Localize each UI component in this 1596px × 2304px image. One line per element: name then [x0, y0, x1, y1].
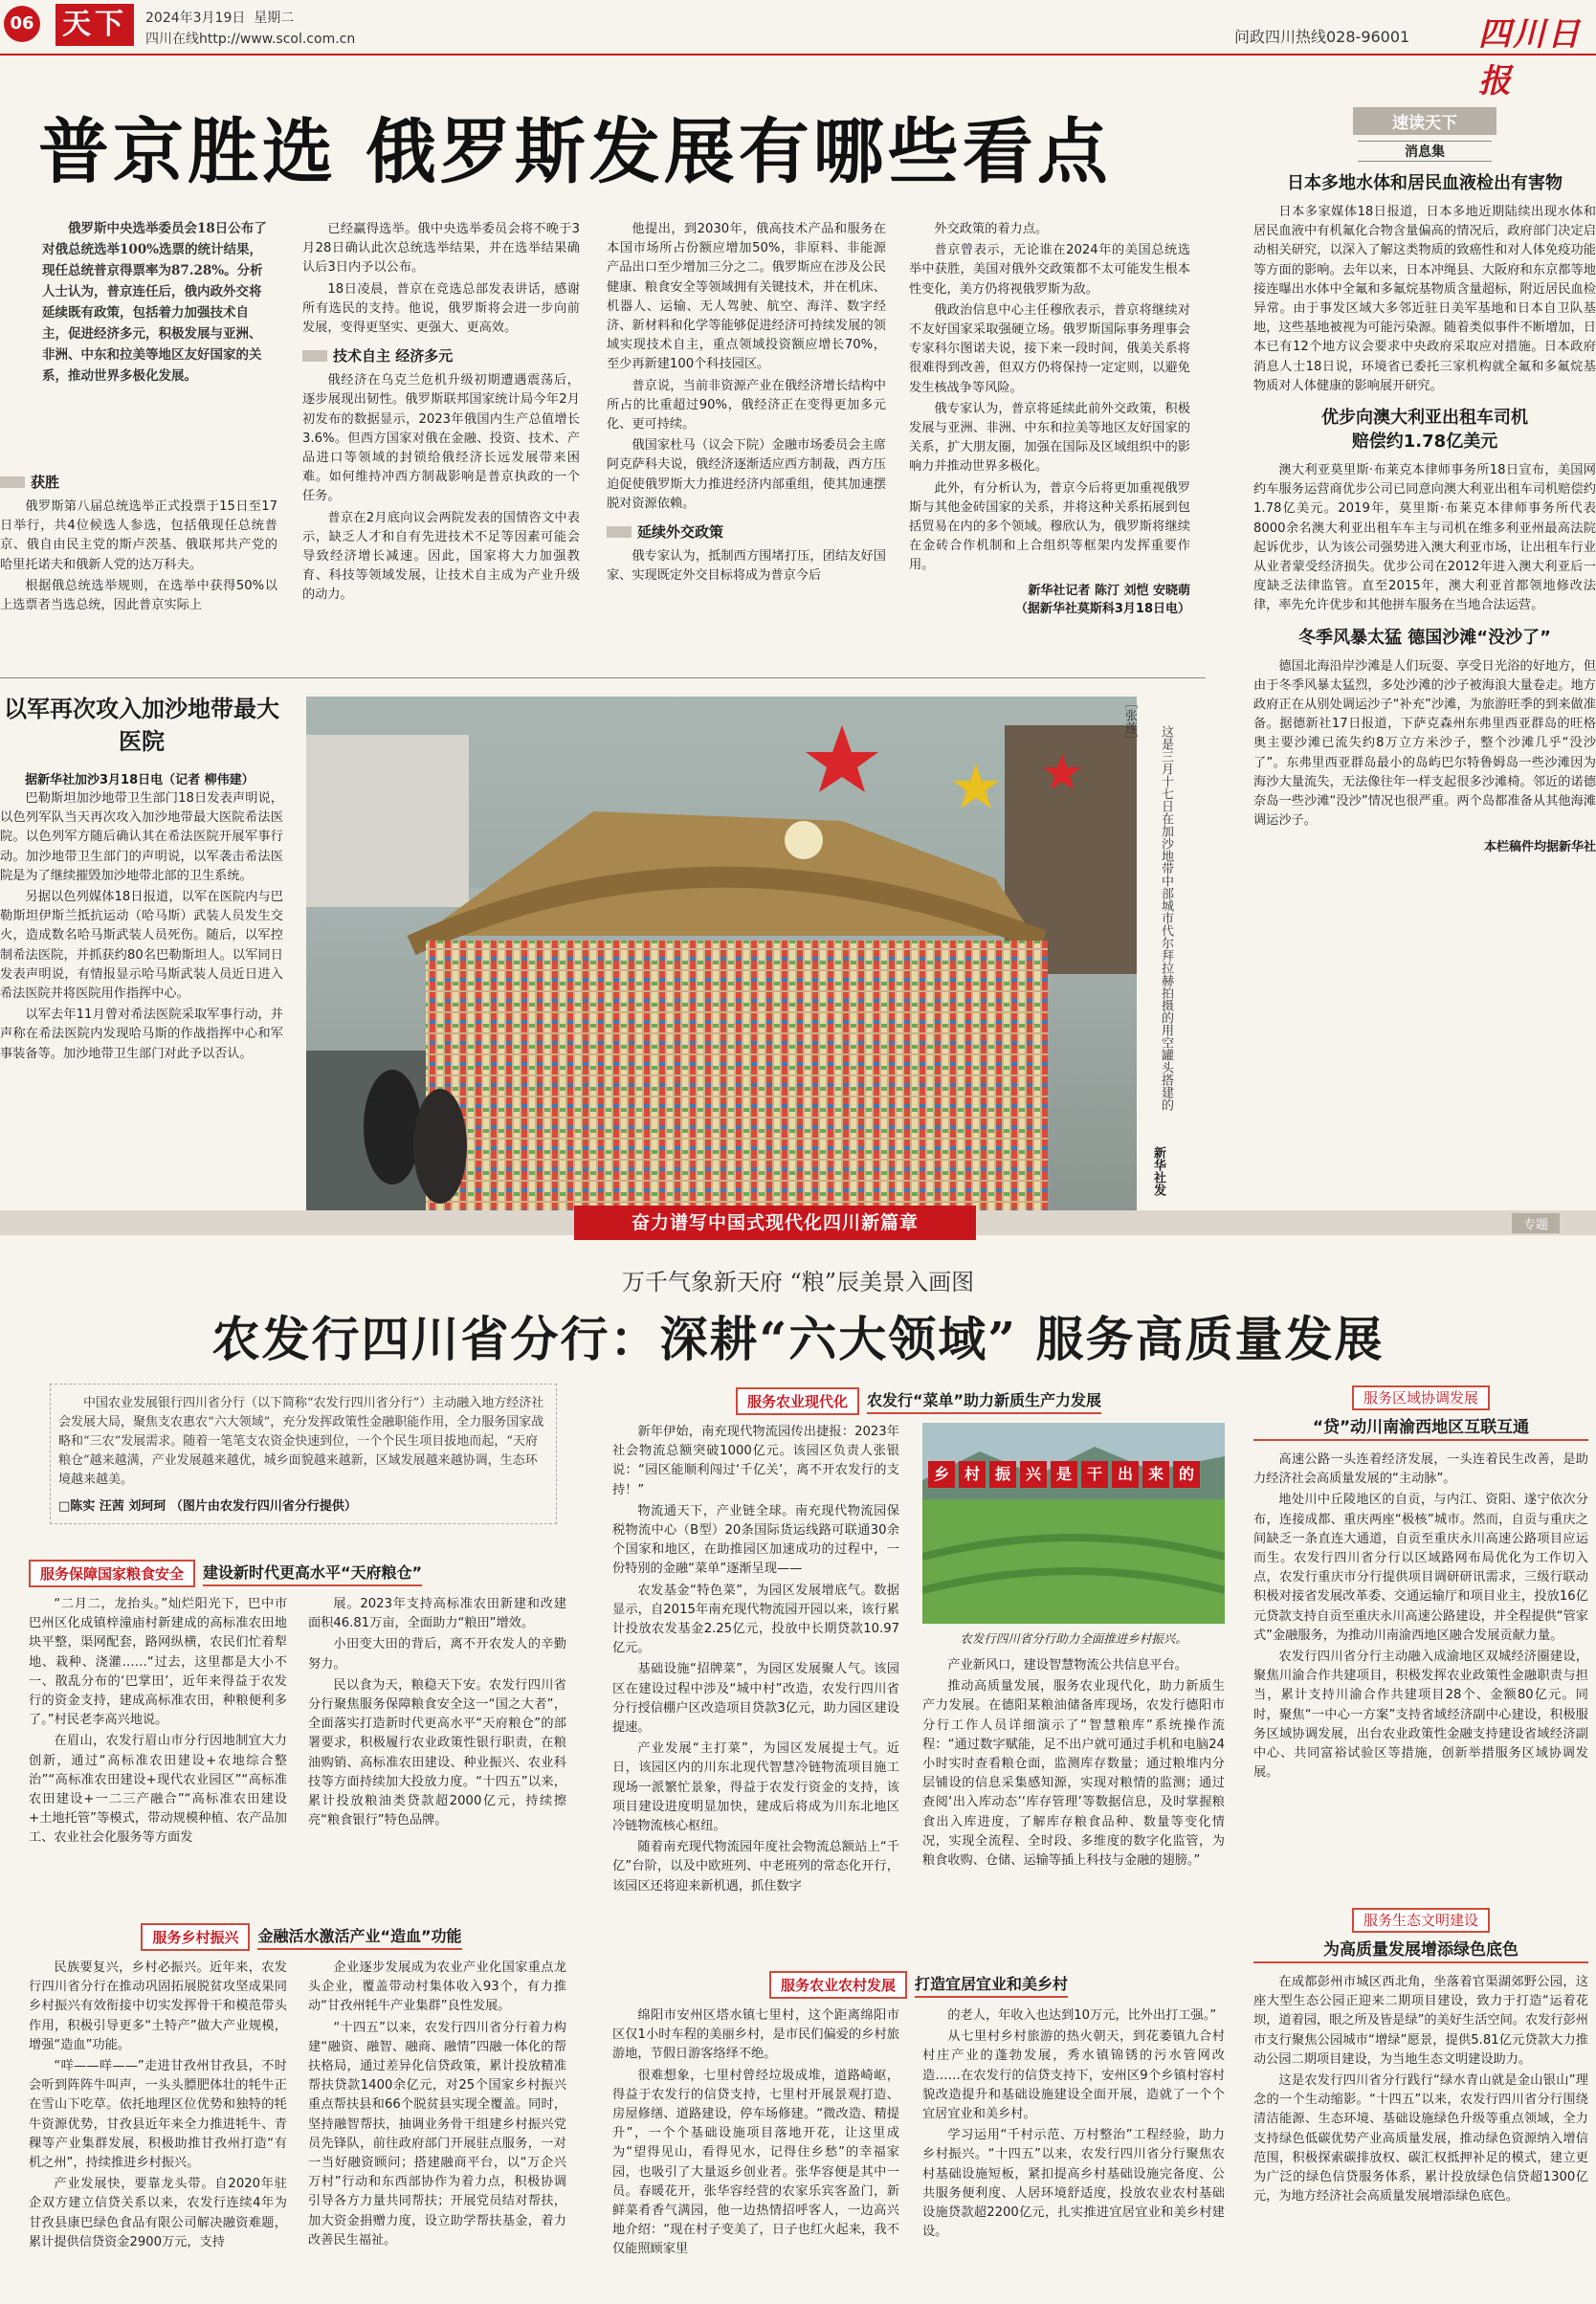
gaza-dateline: 据新华社加沙3月18日电（记者 柳伟建）: [25, 773, 255, 787]
grain-c2-p3: 民以食为天，粮稳天下安。农发行四川省分行聚焦服务保障粮食安全这一“国之大者”，全面落实打造新时代更高水平“天府粮仓”的部署要求，积极履行农业政策性银行职责，在粮油购销、高标准农田建设、种业振兴、农业科技等方面持续加大投放力度。“十四五”以来，累计投放粮油类贷款超2000亿元，持续擦亮“粮食银行”特色品牌。: [308, 1677, 566, 1828]
header-weekday: 星期二: [254, 11, 295, 26]
main-c1-p1: 俄罗斯第八届总统选举正式投票于15日至17日举行，共4位候选人参选，包括俄现任总统普京、俄自由民主党的斯卢茨基、俄联邦共产党的哈里托诺夫和俄新人党的达万科夫。: [0, 499, 277, 572]
grain-c2-p2: 小田变大田的背后，离不开农发人的辛勤努力。: [308, 1637, 566, 1672]
grain-c1-p2: 在眉山，农发行眉山市分行因地制宜大力创新，通过“高标准农田建设+农地综合整治”“高标准农田建设+现代农业园区”“高标准农田建设+一二三产融合”“高标准农田建设+土地托管”等模式，带动规模种植、农产品加工、农业社会化服务等方面发: [29, 1734, 287, 1846]
brief-text-2: 澳大利亚莫里斯·布莱克本律师事务所18日宣布，美国网约车服务运营商优步公司已同意向澳大利亚出租车司机赔偿约1.78亿美元。2019年，莫里斯·布莱克本律师事务所代表8000余名澳大利亚出租车车主与司机在维多利亚州最高法院起诉优步，认为该公司强势进入澳大利亚市场，让出租车行业从业者蒙受经济损失。优步公司在2012年进入澳大利亚后一度缺乏法律监管。直至2015年，澳大利亚首都领地修改法律，率先允许优步和其他拼车服务在当地合法运营。: [1253, 463, 1596, 613]
village-c2-p3: 学习运用“千村示范、万村整治”工程经验，助力乡村振兴。“十四五”以来，农发行四川省分行聚焦农村基础设施短板，紧扣提高乡村基础设施完备度、公共服务便利度、人居环境舒适度，投放农业农村基础设施贷款超2200亿元，扎实推进宜居宜业和美乡村建设。: [922, 2128, 1225, 2240]
main-c4-p2: 普京曾表示，无论谁在2024年的美国总统选举中获胜，美国对俄外交政策都不太可能发生根本性变化，美方仍将视俄罗斯为敌。: [909, 243, 1190, 297]
section-village-title: 打造宜居宜业和美乡村: [915, 1972, 1068, 1998]
mod-c1-p3: 农发基金“特色菜”，为园区发展增底气。数据显示，自2015年南充现代物流园开园以来，该行累计投放农发基金2.25亿元，投放中长期贷款10.97亿元。: [612, 1583, 899, 1656]
main-source: （据新华社莫斯科3月18日电）: [1014, 601, 1190, 616]
subhead-diplomacy: 延续外交政策: [607, 521, 886, 542]
section-regional-tag: 服务区域协调发展: [1352, 1385, 1490, 1410]
main-byline: 新华社记者 陈汀 刘恺 安晓萌: [1028, 583, 1190, 598]
section-ecology-title: 为高质量发展增添绿色底色: [1253, 1936, 1588, 1963]
rural-c1-p1: 民族要复兴，乡村必振兴。近年来，农发行四川省分行在推动巩固拓展脱贫攻坚成果同乡村振兴有效衔接中切实发挥骨干和模范带头作用，积极引导更多“土特产”做大产业规模，增强“造血”功能。: [29, 1961, 287, 2052]
grain-c2-p1: 展。2023年支持高标准农田新建和改建面积46.81万亩，全面助力“粮田”增效。: [308, 1597, 566, 1631]
banner-char: 的: [1173, 1461, 1200, 1488]
main-c2-p2: 18日凌晨，普京在竞选总部发表讲话，感谢所有选民的支持。他说，俄罗斯将会进一步向前发展，变得更坚实、更强大、更高效。: [302, 281, 580, 336]
intro-box: [50, 1384, 557, 1524]
subhead-victory: 获胜: [0, 472, 277, 492]
intro-authors: □陈实 汪茜 刘珂珂 （图片由农发行四川省分行提供）: [58, 1499, 357, 1514]
gaza-headline: 以军再次攻入加沙地带最大医院: [4, 696, 279, 755]
field-photo: [922, 1423, 1225, 1624]
section-grain: [29, 1550, 574, 1850]
mod-c1-p5: 产业发展“主打菜”，为园区发展提士气。近日，该园区内的川东北现代智慧冷链物流项目施工现场一派繁忙景象，得益于农发行资金的支持，该项目建设进度明显加快，建成后将成为川东北地区冷链物流核心枢纽。: [612, 1741, 899, 1834]
banner-char: 村: [959, 1461, 986, 1488]
village-c2-p1: 的老人，年收入也达到10万元，比外出打工强。”: [947, 2008, 1217, 2023]
mod-c1-p1: 新年伊始，南充现代物流园传出捷报：2023年社会物流总额突破1000亿元。该园区负责人张银说：“园区能顺利闯过‘千亿关’，离不开农发行的支持！”: [612, 1425, 899, 1497]
section-label: 天下: [55, 4, 134, 46]
photo-caption: 这是三月十七日在加沙地带中部城市代尔拜拉赫拍摄的用空罐头搭建的: [1159, 725, 1173, 1111]
section-grain-tag: 服务保障国家粮食安全: [29, 1560, 195, 1587]
sidebar: [1253, 107, 1596, 854]
brief-title-1: 日本多地水体和居民血液检出有害物: [1287, 173, 1563, 193]
main-col-2: [302, 220, 580, 608]
main-col-4: [909, 220, 1190, 616]
rural-c2-p1: 企业逐步发展成为农业产业化国家重点龙头企业，覆盖带动村集体收入93个，有力推动“甘孜州牦牛产业集群”良性发展。: [308, 1961, 566, 2014]
section-regional-title: “贷”动川南渝西地区互联互通: [1253, 1413, 1588, 1441]
regional-p3: 农发行四川省分行主动融入成渝地区双城经济圈建设，聚焦川渝合作共建项目，积极发挥农业政策性金融职责与担当，累计支持川渝合作共建项目28个、金额80亿元。同时，聚焦“一中心一方案”支持省域经济副中心建设，积极服务区域协调发展，出台农业政策性金融支持建设省域经济副中心、共同富裕试验区等措施，创新举措服务区域协调发展。: [1253, 1650, 1588, 1781]
section-modernization-tag: 服务农业现代化: [736, 1387, 859, 1415]
main-c3b-p1: 俄专家认为，抵制西方围堵打压，团结友好国家、实现既定外交目标将成为普京今后: [607, 549, 886, 584]
header-hotline: 问政四川热线028-96001: [1234, 28, 1410, 46]
gaza-p3: 以军去年11月曾对希法医院采取军事行动，并声称在希法医院内发现哈马斯的作战指挥中心和军事装备等。加沙地带卫生部门对此予以否认。: [0, 1008, 283, 1061]
main-c4-p4: 俄专家认为，普京将延续此前外交政策，积极发展与亚洲、非洲、中东和拉美等地区友好国家的关系，扩大朋友圈，加强在国际及区域组织中的影响力并推动世界多极化。: [909, 401, 1190, 475]
header-date-line: [145, 8, 294, 27]
brief-title-3: 冬季风暴太猛 德国沙滩“没沙了”: [1298, 627, 1551, 648]
grain-c1-p1: “二月二，龙抬头。”灿烂阳光下，巴中市巴州区化成镇梓潼庙村新建成的高标准农田地块平整，渠网配套，路网纵横，农民们忙着犁地、栽种、浇灌……“过去，这里都是大小不一、散乱分布的‘巴掌田’，近年来得益于农发行的资金支持，建成高标准农田，种粮便利多了。”村民老李高兴地说。: [29, 1597, 287, 1728]
page-header: [0, 0, 1596, 100]
main-c1-p2: 根据俄总统选举规则，在选举中获得50%以上选票者当选总统，因此普京实际上: [0, 578, 277, 613]
sidebar-item: [1253, 626, 1596, 831]
sidebar-header: 速读天下: [1353, 107, 1496, 135]
ecology-p1: 在成都彭州市城区西北角，坐落着官渠湖郊野公园，这座大型生态公园正迎来二期项目建设，致力于打造“运着花坝，道着园，眼之所及皆是绿”的美好生活空间。农发行彭州市支行聚焦公园城市“增绿”愿景，提供5.81亿元贷款大力推动公园二期项目建设，为当地生态文明建设助力。: [1253, 1975, 1588, 2067]
main-c2b-p2: 普京在2月底向议会两院发表的国情咨文中表示，缺乏人才和自有先进技术不足等因素可能会导致经济增长减速。因此，国家将大力加强教育、科技等领域发展，让技术自主成为产业升级的动力。: [302, 510, 580, 603]
brief-text-3: 德国北海沿岸沙滩是人们玩耍、享受日光浴的好地方，但由于冬季风暴太猛烈，多处沙滩的沙子被海浪大量卷走。地方政府正在从别处调运沙子“补充”沙滩，为旅游旺季的到来做准备。据德新社17日报道，下萨克森州东弗里西亚群岛的旺格奥主要沙滩已流失约8万立方米沙子，整个沙滩几乎“没沙了”。东弗里西亚群岛最小的岛屿巴尔特鲁姆岛一些沙滩因为海沙大量流失，无法像往年一样支起很多沙滩椅。邻近的诺德奈岛一些沙滩“没沙”情况也很严重。两个岛都准备从其他海滩调运沙子。: [1253, 658, 1596, 829]
banner-char: 乡: [928, 1461, 955, 1488]
page-number-badge: 06: [4, 6, 40, 42]
main-c3-p1: 他提出，到2030年，俄高技术产品和服务在本国市场所占份额应增加50%，非原料、非能源产品出口至少增加三分之二。俄罗斯应在涉及公民健康、粮食安全等领域拥有关键技术，并在机床、机器人、运输、无人驾驶、航空、海洋、数字经济、新材料和化学等能够促进经济可持续发展的领域实现技术自主，重点领域投资额应增长70%，至少再新建100个科技园区。: [607, 222, 886, 372]
mod-c2-p2: 推动高质量发展，服务农业现代化，助力新质生产力发展。在德阳某粮油储备库现场，农发行德阳市分行工作人员详细演示了“智慧粮库”系统操作流程：“通过数字赋能，足不出户就可通过手机和电脑24小时实时查看粮仓面，监测库存数量；通过粮堆内分层铺设的信息采集感知源，实现对粮情的监测；通过查阅‘出入库动态’‘库存管理’等数据信息，及时掌握粮食出入库进度，了解库存粮食品种、数量等变化情况，实现全流程、全时段、多维度的数字化监管，为粮食收购、仓储、运输等插上科技与金融的翅膀。”: [922, 1679, 1225, 1869]
main-c2-p1: 已经赢得选举。俄中央选举委员会将不晚于3月28日确认此次总统选举结果，并在选举结果确认后3日内予以公布。: [302, 222, 580, 276]
subhead-tech: 技术自主 经济多元: [302, 345, 580, 366]
banner-char: 干: [1081, 1461, 1108, 1488]
section-village-tag: 服务农业农村发展: [769, 1971, 907, 1999]
section-ecology: [1253, 1910, 1588, 2208]
rural-c2-p2: “十四五”以来，农发行四川省分行着力构建“融资、融智、融商、融情”四融一体化的帮扶格局，通过差异化信贷政策，累计投放精准帮扶贷款1400余亿元，对25个国家乡村振兴重点帮扶县和66个脱贫县实现全覆盖。同时，坚持融智帮扶，抽调业务骨干组建乡村振兴党员先锋队，前往政府部门开展驻点服务，一对一当好融资顾问；搭建融商平台，以“万企兴万村”行动和东西部协作为着力点，积极协调引导各方力量共同帮扶；开展党员结对帮扶，加大资金捐赠力度，设立助学帮扶基金，着力改善民生福祉。: [308, 2020, 566, 2248]
main-lead: 俄罗斯中央选举委员会18日公布了对俄总统选举100%选票的统计结果，现任总统普京得票率为87.28%。分析人士认为，普京连任后，俄内政外交将延续既有政策，包括着力加强技术自主，促进经济多元，积极发展与亚洲、非洲、中东和拉美等地区友好国家的关系，推动世界多极化发展。: [42, 221, 267, 384]
main-headline: 普京胜选 俄罗斯发展有哪些看点: [38, 111, 1112, 193]
section-modernization-title: 农发行“菜单”助力新质生产力发展: [867, 1388, 1101, 1414]
regional-p2: 地处川中丘陵地区的自贡，与内江、资阳、遂宁依次分布，连接成都、重庆两座“极核”城市。然而，自贡与重庆之间缺乏一条直连大通道，自贡至重庆永川高速公路项目应运而生。农发行四川省分行以区域路网布局优化为工作切入点，农发行重庆市分行提供项目调研研讯需求，三级行联动积极对接省发展改革委、交通运输厅和项目业主，投放16亿元贷款支持自贡至重庆永川高速公路建设，并全程提供“管家式”金融服务，为推动川南渝西地区融合发展贡献力量。: [1253, 1493, 1588, 1643]
bottom-headline: 农发行四川省分行：深耕“六大领域” 服务高质量发展: [211, 1311, 1385, 1367]
rice-field-photo: [922, 1423, 1225, 1624]
field-photo-caption: 农发行四川省分行助力全面推进乡村振兴。: [960, 1631, 1187, 1646]
sidebar-item: [1253, 406, 1596, 616]
section-modernization-banner: [612, 1387, 1225, 1415]
main-col-3: [607, 220, 886, 587]
newspaper-logo: 四川日报: [1478, 15, 1582, 100]
main-bottom-rule: [0, 677, 1206, 678]
rural-c1-p3: 产业发展快，要靠龙头带。自2020年驻企双方建立信贷关系以来，农发行连续4年为甘孜县康巴绿色食品有限公司解决融资难题，累计提供信贷资金2900万元，支持: [29, 2177, 287, 2249]
intro-text: 中国农业发展银行四川省分行（以下简称“农发行四川省分行”）主动融入地方经济社会发展大局，聚焦支农惠农“六大领域”，充分发挥政策性金融职能作用，全力服务国家战略和“三农”发展需求。随着一笔笔支农资金快速到位，一个个民生项目拔地而起，“天府粮仓”越来越满，产业发展越来越优，城乡面貌越来越新，区域发展越来越协调，生态环境越来越美。: [58, 1396, 544, 1487]
section-rural-tag: 服务乡村振兴: [141, 1923, 250, 1951]
header-site: 四川在线http://www.scol.com.cn: [145, 32, 356, 47]
gaza-p2: 另据以色列媒体18日报道，以军在医院内与巴勒斯坦伊斯兰抵抗运动（哈马斯）武装人员发生交火，造成数名哈马斯武装人员死伤。随后，以军控制希法医院，并抓获约80名巴勒斯坦人。以军同日发表声明说，有情报显示哈马斯武装人员近日进入希法医院并将医院用作指挥中心。: [0, 890, 283, 1002]
banner-char: 振: [989, 1461, 1016, 1488]
section-village: [612, 1961, 1225, 2262]
ecology-p2: 这是农发行四川省分行践行“绿水青山就是金山银山”理念的一个生动缩影。“十四五”以来，农发行四川省分行围绕清洁能源、生态环境、基础设施绿色升级等重点领域，全力支持绿色低碳优势产业高质量发展，推动绿色资源纳入增信范围，积极探索碳排放权、碳汇权抵押补足的模式，建立更为广泛的绿色信贷服务体系，累计投放绿色信贷超1300亿元，为地方经济社会高质量发展增添绿色底色。: [1253, 2073, 1588, 2204]
news-photo: [306, 697, 1137, 1225]
section-regional: [1253, 1378, 1588, 1784]
main-c2b-p1: 俄经济在乌克兰危机升级初期遭遇震荡后，逐步展现出韧性。俄罗斯联邦国家统计局今年2月初发布的数据显示，2023年俄国内生产总值增长3.6%。但西方国家对俄在金融、投资、技术、产品进口等领域的封锁给俄经济长远发展带来困难。如何维持冲西方制裁影响是普京执政的一个任务。: [302, 373, 580, 504]
section-village-banner: [612, 1971, 1225, 1999]
photo-tag: ［张莲］: [1122, 697, 1137, 746]
sidebar-note: 本栏稿件均据新华社: [1483, 840, 1596, 855]
brief-text-1: 日本多家媒体18日报道，日本多地近期陆续出现水体和居民血液中有机氟化合物含量偏高的情况后，政府部门决定启动相关研究，以深入了解这类物质的致癌性和对人体免疫功能等方面的影响。去年以来，日本冲绳县、大阪府和东京都等地接连曝出水体中全氟和多氟烷基物质含量超标，附近居民血检异常。由于事发区域大多邻近驻日美军基地和日本自卫队基地，这些基地被视为可能污染源。随着类似事件不断增加，日本已有12个地方议会要求中央政府采取应对措施。日本政府消息人士18日说，环境省已委托三家机构就全氟和多氟烷基物质对人体健康的影响展开研究。: [1253, 205, 1596, 393]
field-photo-banner: [928, 1461, 1200, 1488]
banner-char: 出: [1112, 1461, 1139, 1488]
mod-c1-p4: 基础设施“招牌菜”，为园区发展聚人气。该园区在建设过程中涉及“城中村”改造，农发行四川省分行授信棚户区改造项目贷款3亿元，助力园区建设提速。: [612, 1662, 899, 1736]
section-grain-banner: [29, 1560, 574, 1587]
header-rule: [0, 54, 1596, 55]
section-ecology-tag: 服务生态文明建设: [1352, 1908, 1490, 1933]
section-rural-title: 金融活水激活产业“造血”功能: [257, 1924, 461, 1950]
main-c4-p3: 俄政治信息中心主任穆欣表示，普京将继续对不友好国家采取强硬立场。俄罗斯国际事务理事会专家科尔图诺夫说，接下来一段时间，俄美关系将很难得到改善，但双方仍将保持一定定则，以避免发生核战争等风险。: [909, 302, 1190, 395]
gaza-article: [0, 687, 283, 1066]
section-grain-title: 建设新时代更高水平“天府粮仓”: [203, 1561, 422, 1586]
section-rural: [29, 1914, 574, 2254]
main-c3-p3: 俄国家杜马（议会下院）金融市场委员会主席阿克萨科夫说，俄经济逐渐适应西方制裁，西方压迫促使俄罗斯大力推进经济内部重组，使其加速摆脱对资源依赖。: [607, 438, 886, 511]
gaza-p1: 巴勒斯坦加沙地带卫生部门18日发表声明说，以色列军队当天再次攻入加沙地带最大医院希法医院。以色列军方随后确认其在希法医院开展军事行动。加沙地带卫生部门的声明说，以军袭击希法医院是为了继续摧毁加沙地带北部的卫生系统。: [0, 791, 283, 883]
main-c4-p5: 此外，有分析认为，普京今后将更加重视俄罗斯与其他金砖国家的关系，并将这种关系拓展到包括贸易在内的多个领域。穆欣认为，俄罗斯将继续在金砖合作机制和上合组织等框架内发挥重要作用。: [909, 480, 1190, 573]
rural-c1-p2: “咩——咩——”走进甘孜州甘孜县，不时会听到阵阵牛叫声，一头头膘肥体壮的牦牛正在雪山下吃草。依托地理区位优势和独特的牦牛资源优势，甘孜县近年来全力推进牦牛、青稞等产业集群发展，积极助推甘孜州打造“有机之州”，持续推进乡村振兴。: [29, 2059, 287, 2171]
village-c1-p2: 很难想象，七里村曾经垃圾成堆，道路崎岖，得益于农发行的信贷支持，七里村开展景观打造、房屋修缮、道路建设，停车场修建。“微改造、精提升”，一个个基础设施项目落地开花，让这里成为“望得见山，看得见水，记得住乡愁”的幸福家园，也吸引了大量返乡创业者。张华容便是其中一员。春暖花开，张华容经营的农家乐宾客盈门，新鲜菜肴香气满园，他一边热情招呼客人，一边高兴地介绍：“现在村子变美了，日子也红火起来，我不仅能照顾家里: [612, 2068, 899, 2257]
bottom-kicker: 万千气象新天府 “粮”辰美景入画图: [621, 1269, 975, 1296]
ribbon-title: 奋力谱写中国式现代化四川新篇章: [574, 1206, 976, 1240]
regional-p1: 高速公路一头连着经济发展，一头连着民生改善，是助力经济社会高质量发展的“主动脉”。: [1253, 1452, 1588, 1487]
main-c4-p1: 外交政策的着力点。: [934, 222, 1049, 236]
special-tag: 专题: [1512, 1213, 1560, 1233]
main-col-1: [0, 464, 277, 617]
village-c1-p1: 绵阳市安州区塔水镇七里村，这个距离绵阳市区仅1小时车程的美丽乡村，是市民们偏爱的乡村旅游地，节假日游客络绎不绝。: [612, 2008, 899, 2062]
sidebar-bar: 消息集: [1358, 141, 1492, 162]
section-rural-banner: [29, 1923, 574, 1951]
mod-c1-p6: 随着南充现代物流园年度社会物流总额站上“千亿”台阶，以及中欧班列、中老班列的常态化开行，该园区还将迎来新机遇，抓住数字: [612, 1840, 899, 1894]
banner-char: 兴: [1020, 1461, 1047, 1488]
mod-c2-p1: 产业新风口，建设智慧物流公共信息平台。: [947, 1658, 1187, 1673]
sidebar-item: [1253, 171, 1596, 396]
photo-credit: 新华社发: [1151, 1146, 1165, 1196]
brief-title-2: 优步向澳大利亚出租车司机赔偿约1.78亿美元: [1321, 408, 1528, 453]
banner-char: 来: [1142, 1461, 1169, 1488]
banner-char: 是: [1051, 1461, 1077, 1488]
village-c2-p2: 从七里村乡村旅游的热火朝天，到花萎镇九合村村庄产业的蓬勃发展，秀水镇锦锈的污水管网改造……在农发行的信贷支持下，安州区9个乡镇村容村貌改造提升和基础设施建设全面开展，造就了一个个宜居宜业和美乡村。: [922, 2029, 1225, 2122]
section-modernization: [612, 1378, 1225, 1898]
main-c3-p2: 普京说，当前非资源产业在俄经济增长结构中所占的比重超过90%，俄经济正在变得更加多元化、更可持续。: [607, 378, 886, 432]
mod-c1-p2: 物流通天下，产业链全球。南充现代物流园保税物流中心（B型）20条国际货运线路可联通30余个国家和地区，在助推园区加速成功的过程中，一份特别的金融“菜单”逐渐呈现——: [612, 1503, 899, 1577]
header-date: 2024年3月19日: [145, 11, 246, 26]
can-shelter-photo: [306, 697, 1137, 1225]
